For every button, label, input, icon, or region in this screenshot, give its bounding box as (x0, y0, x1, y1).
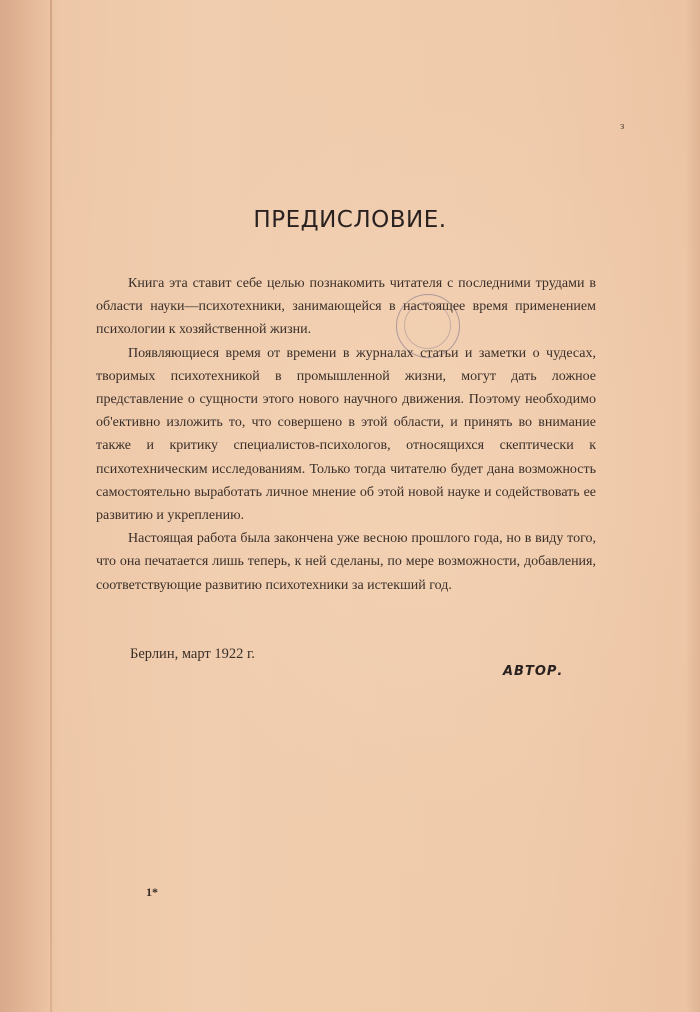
page-title: ПРЕДИСЛОВИЕ. (253, 207, 447, 233)
author-signature: АВТОР. (503, 664, 564, 679)
printer-signature-mark: 1* (146, 885, 158, 899)
page-fold-line (50, 0, 52, 1012)
preface-body (96, 272, 596, 597)
corner-mark: з (620, 120, 625, 132)
place-date: Берлин, март 1922 г. (130, 646, 255, 662)
page-spine-shadow (0, 0, 56, 1012)
preface-paragraph-3: Настоящая работа была закончена уже весною прошлого года, но в виду того, что она печатается лишь теперь, к ней сделаны, по мере возможности, добавления, соответствующие развитию психотехники за истекший год. (96, 531, 596, 593)
preface-paragraph-2: Появляющиеся время от времени в журналах статьи и заметки о чудесах, творимых психотехникой в промышленной жизни, могут дать ложное представление о сущности этого нового научного движения. Поэтому необходимо об'ективно изложить то, что совершено в этой области, и принять во внимание также и критику специалистов-психологов, относящихся скептически к психотехническим исследованиям. Только тогда читателю будет дана возможность самостоятельно выработать личное мнение об этой новой науке и содействовать ее развитию и укреплению. (96, 345, 596, 524)
preface-paragraph-1: Книга эта ставит себе целью познакомить читателя с последними трудами в области науки—психотехники, занимающейся в настоящее время применением психологии к хозяйственной жизни. (96, 276, 596, 338)
page-edge-shadow (686, 0, 700, 1012)
